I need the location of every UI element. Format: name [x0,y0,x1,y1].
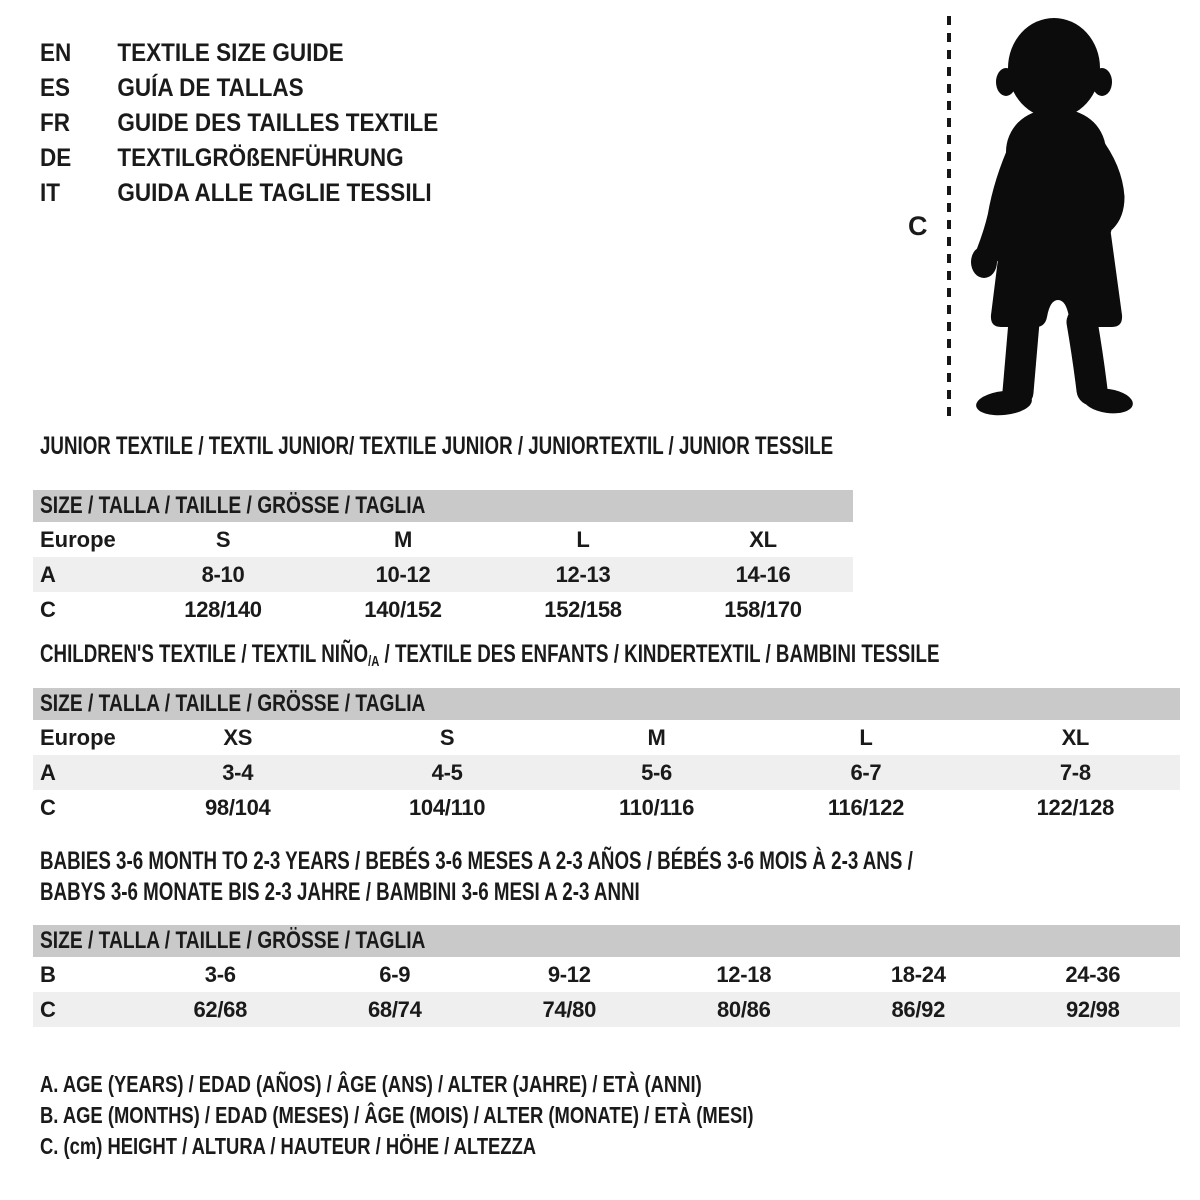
children-size-table [33,688,1180,825]
legend-line-b: B. AGE (MONTHS) / EDAD (MESES) / ÂGE (MOIS) / ALTER (MONATE) / ETÀ (MESI) [40,1102,754,1128]
toddler-silhouette-icon [962,12,1142,417]
row-label: C [40,997,56,1022]
height-measure-dashed-line [947,16,951,416]
heading-pre: CHILDREN'S TEXTILE / TEXTIL NIÑO [40,640,369,668]
junior-size-table [33,490,853,627]
language-code: EN [40,39,72,67]
age-cell: 14-16 [735,562,791,587]
height-cell: 86/92 [891,997,946,1022]
table-header-text: SIZE / TALLA / TAILLE / GRÖSSE / TAGLIA [40,927,426,954]
heading-sub: /A [368,653,380,670]
heading-post: / TEXTILE DES ENFANTS / KINDERTEXTIL / BAMBINI TESSILE [379,640,940,668]
table-header [33,688,1180,720]
age-cell: 4-5 [431,760,463,785]
language-row-en [40,36,438,71]
table-row-height-cm [33,592,853,627]
guide-title: GUIDE DES TAILLES TEXTILE [117,109,439,137]
age-cell: 6-9 [379,962,411,987]
height-cell: 122/128 [1036,795,1115,820]
height-measure-label: C [908,211,928,241]
junior-section-heading [40,433,1098,460]
height-cell: 116/122 [827,795,905,820]
size-cell: M [647,725,666,750]
table-row-age-months [33,957,1180,992]
age-cell: 7-8 [1059,760,1091,785]
table-row-height-cm [33,992,1180,1027]
age-cell: 18-24 [890,962,946,987]
height-cell: 152/158 [544,597,622,622]
size-cell: S [215,527,231,552]
size-cell: XS [223,725,253,750]
children-section-heading [40,641,1200,671]
babies-size-table [33,925,1180,1027]
age-cell: 8-10 [201,562,245,587]
language-row-es [40,71,438,106]
age-cell: 9-12 [547,962,591,987]
legend [40,1069,932,1162]
legend-line-a: A. AGE (YEARS) / EDAD (AÑOS) / ÂGE (ANS) / ALTER (JAHRE) / ETÀ (ANNI) [40,1071,702,1097]
age-cell: 3-4 [222,760,254,785]
children-section-heading-text [40,641,939,671]
language-row-de [40,141,438,176]
height-cell: 98/104 [204,795,271,820]
junior-section-heading-text: JUNIOR TEXTILE / TEXTIL JUNIOR/ TEXTILE JUNIOR / JUNIORTEXTIL / JUNIOR TESSILE [40,432,834,460]
size-cell: M [393,527,413,552]
size-cell: S [439,725,455,750]
language-code: FR [40,109,70,137]
row-label: C [40,597,56,622]
language-title-list [40,36,483,211]
age-cell: 12-13 [555,562,611,587]
row-label: Europe [40,527,116,552]
height-cell: 128/140 [184,597,262,622]
guide-title: GUÍA DE TALLAS [117,74,304,102]
table-header [33,925,1180,957]
language-row-it [40,176,438,211]
height-cell: 92/98 [1065,997,1120,1022]
table-header-text: SIZE / TALLA / TAILLE / GRÖSSE / TAGLIA [40,690,426,717]
size-cell: L [859,725,873,750]
guide-title: TEXTILE SIZE GUIDE [117,39,344,67]
table-row-age-years [33,557,853,592]
babies-heading-line1: BABIES 3-6 MONTH TO 2-3 YEARS / BEBÉS 3-6 MESES A 2-3 AÑOS / BÉBÉS 3-6 MOIS À 2-3 ANS / [40,847,913,875]
guide-title: GUIDA ALLE TAGLIE TESSILI [117,179,432,207]
height-cell: 110/116 [619,795,695,820]
table-header [33,490,853,522]
language-code: ES [40,74,71,102]
row-label: A [40,562,56,587]
language-code: DE [40,144,72,172]
height-cell: 104/110 [409,795,486,820]
age-cell: 6-7 [850,760,882,785]
table-row-europe [33,522,853,557]
language-row-fr [40,106,438,141]
size-cell: XL [749,527,777,552]
row-label: B [40,962,56,987]
row-label: A [40,760,56,785]
height-cell: 80/86 [716,997,771,1022]
guide-title: TEXTILGRÖßENFÜHRUNG [117,144,404,172]
age-cell: 5-6 [641,760,672,785]
height-cell: 74/80 [542,997,597,1022]
table-row-europe [33,720,1180,755]
height-cell: 62/68 [193,997,248,1022]
age-cell: 12-18 [716,962,772,987]
height-cell: 68/74 [367,997,422,1022]
age-cell: 24-36 [1065,962,1121,987]
legend-line-c: C. (cm) HEIGHT / ALTURA / HAUTEUR / HÖHE / ALTEZZA [40,1133,537,1159]
babies-section-heading [40,848,1200,906]
age-cell: 3-6 [204,962,236,987]
babies-heading-line2: BABYS 3-6 MONATE BIS 2-3 JAHRE / BAMBINI 3-6 MESI A 2-3 ANNI [40,878,640,906]
height-cell: 158/170 [724,597,802,622]
language-code: IT [40,179,60,207]
table-header-text: SIZE / TALLA / TAILLE / GRÖSSE / TAGLIA [40,492,426,519]
size-cell: L [576,527,590,552]
row-label: Europe [40,725,116,750]
age-cell: 10-12 [375,562,431,587]
height-cell: 140/152 [364,597,442,622]
size-cell: XL [1061,725,1090,750]
table-row-age-years [33,755,1180,790]
table-row-height-cm [33,790,1180,825]
row-label: C [40,795,56,820]
